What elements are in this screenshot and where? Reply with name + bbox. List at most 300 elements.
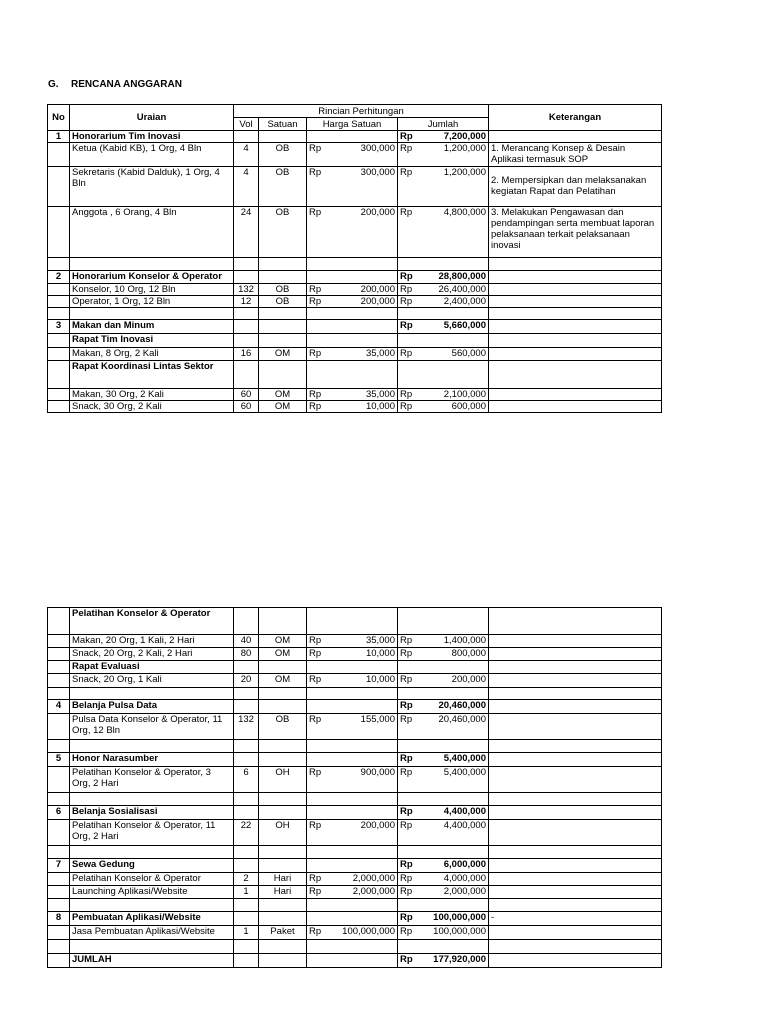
harga-currency: Rp	[309, 926, 322, 937]
row-harga-satuan	[307, 143, 398, 167]
row-vol: 12	[234, 296, 259, 308]
jumlah-currency: Rp	[400, 767, 413, 778]
row-uraian: Pelatihan Konselor & Operator	[70, 873, 234, 886]
jumlah-value: 5,400,000	[443, 767, 486, 778]
row-keterangan	[489, 296, 662, 308]
budget-row	[48, 700, 662, 714]
header-uraian: Uraian	[70, 105, 234, 131]
row-uraian: Snack, 30 Org, 2 Kali	[70, 401, 234, 413]
row-jumlah	[398, 700, 489, 714]
budget-row	[48, 635, 662, 648]
harga-currency: Rp	[309, 648, 322, 659]
row-no	[48, 688, 70, 700]
budget-row	[48, 389, 662, 401]
jumlah-currency: Rp	[400, 167, 413, 178]
row-vol	[234, 271, 259, 284]
row-uraian: Belanja Pulsa Data	[70, 700, 234, 714]
row-harga-satuan	[307, 296, 398, 308]
row-harga-satuan	[307, 258, 398, 271]
jumlah-value: 4,800,000	[443, 207, 486, 218]
row-vol: 1	[234, 926, 259, 940]
budget-row	[48, 740, 662, 753]
row-keterangan: 1. Merancang Konsep & Desain Aplikasi termasuk SOP	[489, 143, 662, 167]
jumlah-currency: Rp	[400, 401, 413, 412]
harga-currency: Rp	[309, 401, 322, 412]
row-harga-satuan	[307, 674, 398, 688]
row-keterangan	[489, 131, 662, 143]
row-uraian: Snack, 20 Org, 2 Kali, 2 Hari	[70, 648, 234, 661]
budget-row	[48, 886, 662, 899]
row-no	[48, 820, 70, 846]
budget-row	[48, 899, 662, 912]
row-satuan: OB	[259, 284, 307, 296]
row-satuan: OB	[259, 207, 307, 258]
row-satuan	[259, 661, 307, 674]
row-jumlah	[398, 753, 489, 767]
row-jumlah	[398, 926, 489, 940]
jumlah-value: 2,400,000	[443, 296, 486, 307]
row-keterangan	[489, 806, 662, 820]
row-harga-satuan	[307, 926, 398, 940]
budget-table-top	[47, 104, 662, 413]
jumlah-currency: Rp	[400, 296, 413, 307]
row-vol	[234, 899, 259, 912]
section-heading	[48, 79, 182, 90]
harga-currency: Rp	[309, 348, 322, 359]
row-satuan	[259, 258, 307, 271]
row-satuan: OH	[259, 767, 307, 793]
budget-row	[48, 271, 662, 284]
row-uraian: Launching Aplikasi/Website	[70, 886, 234, 899]
row-no	[48, 674, 70, 688]
budget-row	[48, 661, 662, 674]
budget-row	[48, 348, 662, 361]
row-satuan	[259, 793, 307, 806]
row-no	[48, 258, 70, 271]
row-vol: 4	[234, 143, 259, 167]
row-jumlah	[398, 740, 489, 753]
row-no	[48, 207, 70, 258]
row-jumlah	[398, 401, 489, 413]
row-satuan: OB	[259, 714, 307, 740]
harga-value: 35,000	[365, 348, 395, 359]
row-uraian: Belanja Sosialisasi	[70, 806, 234, 820]
row-keterangan: 3. Melakukan Pengawasan dan pendampingan serta membuat laporan pelaksanaan terkait pelaksanaan inovasi	[489, 207, 662, 258]
row-uraian: Rapat Tim Inovasi	[70, 334, 234, 348]
row-keterangan	[489, 661, 662, 674]
harga-value: 2,000,000	[352, 886, 395, 897]
row-jumlah	[398, 207, 489, 258]
row-uraian: Rapat Koordinasi Lintas Sektor	[70, 361, 234, 389]
row-jumlah	[398, 806, 489, 820]
row-jumlah	[398, 296, 489, 308]
row-harga-satuan	[307, 940, 398, 954]
row-no	[48, 940, 70, 954]
row-satuan: OM	[259, 401, 307, 413]
jumlah-value: 200,000	[451, 674, 486, 685]
harga-currency: Rp	[309, 143, 322, 154]
row-uraian: Makan, 30 Org, 2 Kali	[70, 389, 234, 401]
row-uraian: Jasa Pembuatan Aplikasi/Website	[70, 926, 234, 940]
jumlah-value: 4,000,000	[443, 873, 486, 884]
row-no	[48, 873, 70, 886]
budget-row	[48, 954, 662, 968]
row-no	[48, 635, 70, 648]
row-jumlah	[398, 361, 489, 389]
header-rincian: Rincian Perhitungan	[234, 105, 489, 118]
row-no	[48, 143, 70, 167]
budget-row	[48, 806, 662, 820]
budget-row	[48, 859, 662, 873]
jumlah-currency: Rp	[400, 648, 413, 659]
row-harga-satuan	[307, 820, 398, 846]
row-no: 4	[48, 700, 70, 714]
row-harga-satuan	[307, 912, 398, 926]
budget-row	[48, 873, 662, 886]
row-vol: 1	[234, 886, 259, 899]
row-satuan: OB	[259, 167, 307, 207]
row-harga-satuan	[307, 846, 398, 859]
harga-currency: Rp	[309, 167, 322, 178]
row-uraian	[70, 793, 234, 806]
budget-row	[48, 940, 662, 954]
row-no	[48, 401, 70, 413]
budget-row	[48, 284, 662, 296]
row-satuan: OB	[259, 143, 307, 167]
row-no: 7	[48, 859, 70, 873]
row-keterangan: 2. Mempersipkan dan melaksanakan kegiatan Rapat dan Pelatihan	[489, 167, 662, 207]
row-vol: 22	[234, 820, 259, 846]
harga-value: 155,000	[360, 714, 395, 725]
harga-value: 2,000,000	[352, 873, 395, 884]
row-vol: 80	[234, 648, 259, 661]
jumlah-currency: Rp	[400, 635, 413, 646]
jumlah-value: 2,100,000	[443, 389, 486, 400]
budget-row	[48, 648, 662, 661]
row-satuan: OH	[259, 820, 307, 846]
row-keterangan	[489, 308, 662, 320]
header-keterangan: Keterangan	[489, 105, 662, 131]
row-no	[48, 793, 70, 806]
row-harga-satuan	[307, 714, 398, 740]
row-harga-satuan	[307, 886, 398, 899]
row-no	[48, 608, 70, 635]
row-jumlah	[398, 334, 489, 348]
row-keterangan	[489, 271, 662, 284]
budget-row	[48, 767, 662, 793]
jumlah-currency: Rp	[400, 674, 413, 685]
jumlah-value: 177,920,000	[433, 954, 486, 965]
row-satuan: Hari	[259, 886, 307, 899]
row-satuan	[259, 361, 307, 389]
row-uraian: Honorarium Konselor & Operator	[70, 271, 234, 284]
row-harga-satuan	[307, 635, 398, 648]
budget-row	[48, 143, 662, 167]
row-harga-satuan	[307, 167, 398, 207]
jumlah-value: 20,460,000	[438, 714, 486, 725]
row-uraian	[70, 899, 234, 912]
row-vol: 60	[234, 401, 259, 413]
row-jumlah	[398, 714, 489, 740]
row-harga-satuan	[307, 899, 398, 912]
row-satuan	[259, 806, 307, 820]
row-keterangan	[489, 793, 662, 806]
row-keterangan	[489, 886, 662, 899]
jumlah-value: 100,000,000	[433, 912, 486, 923]
row-keterangan	[489, 899, 662, 912]
row-vol	[234, 954, 259, 968]
row-no	[48, 389, 70, 401]
budget-row	[48, 674, 662, 688]
header-harga-satuan: Harga Satuan	[307, 118, 398, 131]
row-harga-satuan	[307, 767, 398, 793]
row-satuan	[259, 899, 307, 912]
budget-row	[48, 296, 662, 308]
row-no: 6	[48, 806, 70, 820]
jumlah-currency: Rp	[400, 859, 413, 870]
row-vol	[234, 308, 259, 320]
row-keterangan	[489, 389, 662, 401]
harga-value: 900,000	[360, 767, 395, 778]
row-jumlah	[398, 954, 489, 968]
row-vol	[234, 320, 259, 334]
jumlah-value: 1,400,000	[443, 635, 486, 646]
budget-row	[48, 793, 662, 806]
row-uraian: Makan, 8 Org, 2 Kali	[70, 348, 234, 361]
row-keterangan	[489, 740, 662, 753]
budget-row	[48, 167, 662, 207]
row-jumlah	[398, 661, 489, 674]
row-satuan: OM	[259, 389, 307, 401]
row-keterangan	[489, 926, 662, 940]
harga-currency: Rp	[309, 674, 322, 685]
row-uraian: Pulsa Data Konselor & Operator, 11 Org, 12 Bln	[70, 714, 234, 740]
row-no	[48, 740, 70, 753]
row-no: 2	[48, 271, 70, 284]
row-uraian: Pembuatan Aplikasi/Website	[70, 912, 234, 926]
row-keterangan	[489, 284, 662, 296]
row-harga-satuan	[307, 873, 398, 886]
row-satuan: Paket	[259, 926, 307, 940]
row-harga-satuan	[307, 608, 398, 635]
budget-row	[48, 361, 662, 389]
row-harga-satuan	[307, 688, 398, 700]
row-vol: 60	[234, 389, 259, 401]
row-satuan	[259, 308, 307, 320]
row-vol: 4	[234, 167, 259, 207]
row-jumlah	[398, 143, 489, 167]
jumlah-currency: Rp	[400, 389, 413, 400]
row-satuan	[259, 912, 307, 926]
header-vol: Vol	[234, 118, 259, 131]
row-jumlah	[398, 167, 489, 207]
row-no	[48, 648, 70, 661]
row-vol	[234, 258, 259, 271]
jumlah-value: 1,200,000	[443, 143, 486, 154]
jumlah-value: 100,000,000	[433, 926, 486, 937]
row-vol: 132	[234, 714, 259, 740]
row-vol: 2	[234, 873, 259, 886]
row-no: 1	[48, 131, 70, 143]
row-harga-satuan	[307, 740, 398, 753]
row-satuan	[259, 753, 307, 767]
jumlah-value: 800,000	[451, 648, 486, 659]
row-no	[48, 886, 70, 899]
harga-currency: Rp	[309, 714, 322, 725]
row-no	[48, 334, 70, 348]
row-vol	[234, 793, 259, 806]
row-no	[48, 767, 70, 793]
harga-value: 10,000	[365, 401, 395, 412]
row-vol	[234, 131, 259, 143]
row-uraian	[70, 258, 234, 271]
header-satuan: Satuan	[259, 118, 307, 131]
row-satuan	[259, 688, 307, 700]
row-uraian	[70, 308, 234, 320]
row-no: 5	[48, 753, 70, 767]
harga-currency: Rp	[309, 820, 322, 831]
row-satuan: OM	[259, 648, 307, 661]
harga-value: 300,000	[360, 143, 395, 154]
row-harga-satuan	[307, 859, 398, 873]
header-row-1	[48, 105, 662, 118]
row-satuan: OB	[259, 296, 307, 308]
section-title: RENCANA ANGGARAN	[71, 79, 182, 90]
row-uraian	[70, 940, 234, 954]
row-harga-satuan	[307, 361, 398, 389]
row-satuan	[259, 271, 307, 284]
row-vol	[234, 859, 259, 873]
row-vol: 16	[234, 348, 259, 361]
row-harga-satuan	[307, 348, 398, 361]
jumlah-currency: Rp	[400, 284, 413, 295]
jumlah-value: 20,460,000	[438, 700, 486, 711]
jumlah-value: 7,200,000	[443, 131, 486, 142]
harga-currency: Rp	[309, 284, 322, 295]
row-uraian: Honor Narasumber	[70, 753, 234, 767]
jumlah-value: 4,400,000	[443, 820, 486, 831]
row-harga-satuan	[307, 207, 398, 258]
row-keterangan	[489, 940, 662, 954]
jumlah-currency: Rp	[400, 320, 413, 331]
jumlah-currency: Rp	[400, 271, 413, 282]
jumlah-value: 1,200,000	[443, 167, 486, 178]
jumlah-value: 600,000	[451, 401, 486, 412]
budget-row	[48, 912, 662, 926]
harga-value: 100,000,000	[342, 926, 395, 937]
row-no	[48, 361, 70, 389]
row-jumlah	[398, 389, 489, 401]
row-jumlah	[398, 912, 489, 926]
row-vol	[234, 940, 259, 954]
jumlah-currency: Rp	[400, 886, 413, 897]
row-no	[48, 284, 70, 296]
row-satuan	[259, 131, 307, 143]
jumlah-currency: Rp	[400, 143, 413, 154]
jumlah-value: 26,400,000	[438, 284, 486, 295]
row-uraian: Rapat Evaluasi	[70, 661, 234, 674]
row-jumlah	[398, 131, 489, 143]
harga-currency: Rp	[309, 767, 322, 778]
row-satuan	[259, 859, 307, 873]
row-harga-satuan	[307, 334, 398, 348]
harga-currency: Rp	[309, 389, 322, 400]
row-uraian: Konselor, 10 Org, 12 Bln	[70, 284, 234, 296]
row-satuan	[259, 740, 307, 753]
jumlah-currency: Rp	[400, 207, 413, 218]
row-uraian: Honorarium Tim Inovasi	[70, 131, 234, 143]
row-jumlah	[398, 308, 489, 320]
row-vol: 24	[234, 207, 259, 258]
row-harga-satuan	[307, 308, 398, 320]
row-jumlah	[398, 940, 489, 954]
harga-value: 200,000	[360, 207, 395, 218]
row-keterangan	[489, 401, 662, 413]
harga-value: 10,000	[365, 648, 395, 659]
row-no	[48, 846, 70, 859]
harga-currency: Rp	[309, 207, 322, 218]
budget-row	[48, 608, 662, 635]
row-keterangan: -	[489, 912, 662, 926]
row-no	[48, 926, 70, 940]
row-satuan	[259, 320, 307, 334]
jumlah-currency: Rp	[400, 348, 413, 359]
jumlah-value: 560,000	[451, 348, 486, 359]
row-harga-satuan	[307, 661, 398, 674]
row-keterangan	[489, 648, 662, 661]
jumlah-value: 28,800,000	[438, 271, 486, 282]
row-satuan	[259, 700, 307, 714]
row-no	[48, 296, 70, 308]
budget-row	[48, 753, 662, 767]
budget-row	[48, 258, 662, 271]
row-uraian: Ketua (Kabid KB), 1 Org, 4 Bln	[70, 143, 234, 167]
row-keterangan	[489, 334, 662, 348]
jumlah-value: 5,660,000	[443, 320, 486, 331]
row-jumlah	[398, 348, 489, 361]
budget-row	[48, 846, 662, 859]
budget-row	[48, 714, 662, 740]
row-uraian: Pelatihan Konselor & Operator, 11 Org, 2 Hari	[70, 820, 234, 846]
budget-row	[48, 207, 662, 258]
jumlah-currency: Rp	[400, 820, 413, 831]
row-keterangan	[489, 767, 662, 793]
row-harga-satuan	[307, 806, 398, 820]
row-uraian: JUMLAH	[70, 954, 234, 968]
row-harga-satuan	[307, 131, 398, 143]
row-uraian: Sekretaris (Kabid Dalduk), 1 Org, 4 Bln	[70, 167, 234, 207]
row-vol	[234, 846, 259, 859]
row-vol	[234, 334, 259, 348]
row-keterangan	[489, 700, 662, 714]
harga-currency: Rp	[309, 886, 322, 897]
harga-value: 35,000	[365, 635, 395, 646]
row-uraian	[70, 846, 234, 859]
row-satuan	[259, 334, 307, 348]
row-satuan	[259, 940, 307, 954]
row-harga-satuan	[307, 401, 398, 413]
budget-row	[48, 401, 662, 413]
jumlah-value: 2,000,000	[443, 886, 486, 897]
row-jumlah	[398, 899, 489, 912]
row-harga-satuan	[307, 700, 398, 714]
row-jumlah	[398, 635, 489, 648]
row-jumlah	[398, 688, 489, 700]
row-vol: 132	[234, 284, 259, 296]
row-no	[48, 899, 70, 912]
row-no	[48, 954, 70, 968]
row-jumlah	[398, 320, 489, 334]
